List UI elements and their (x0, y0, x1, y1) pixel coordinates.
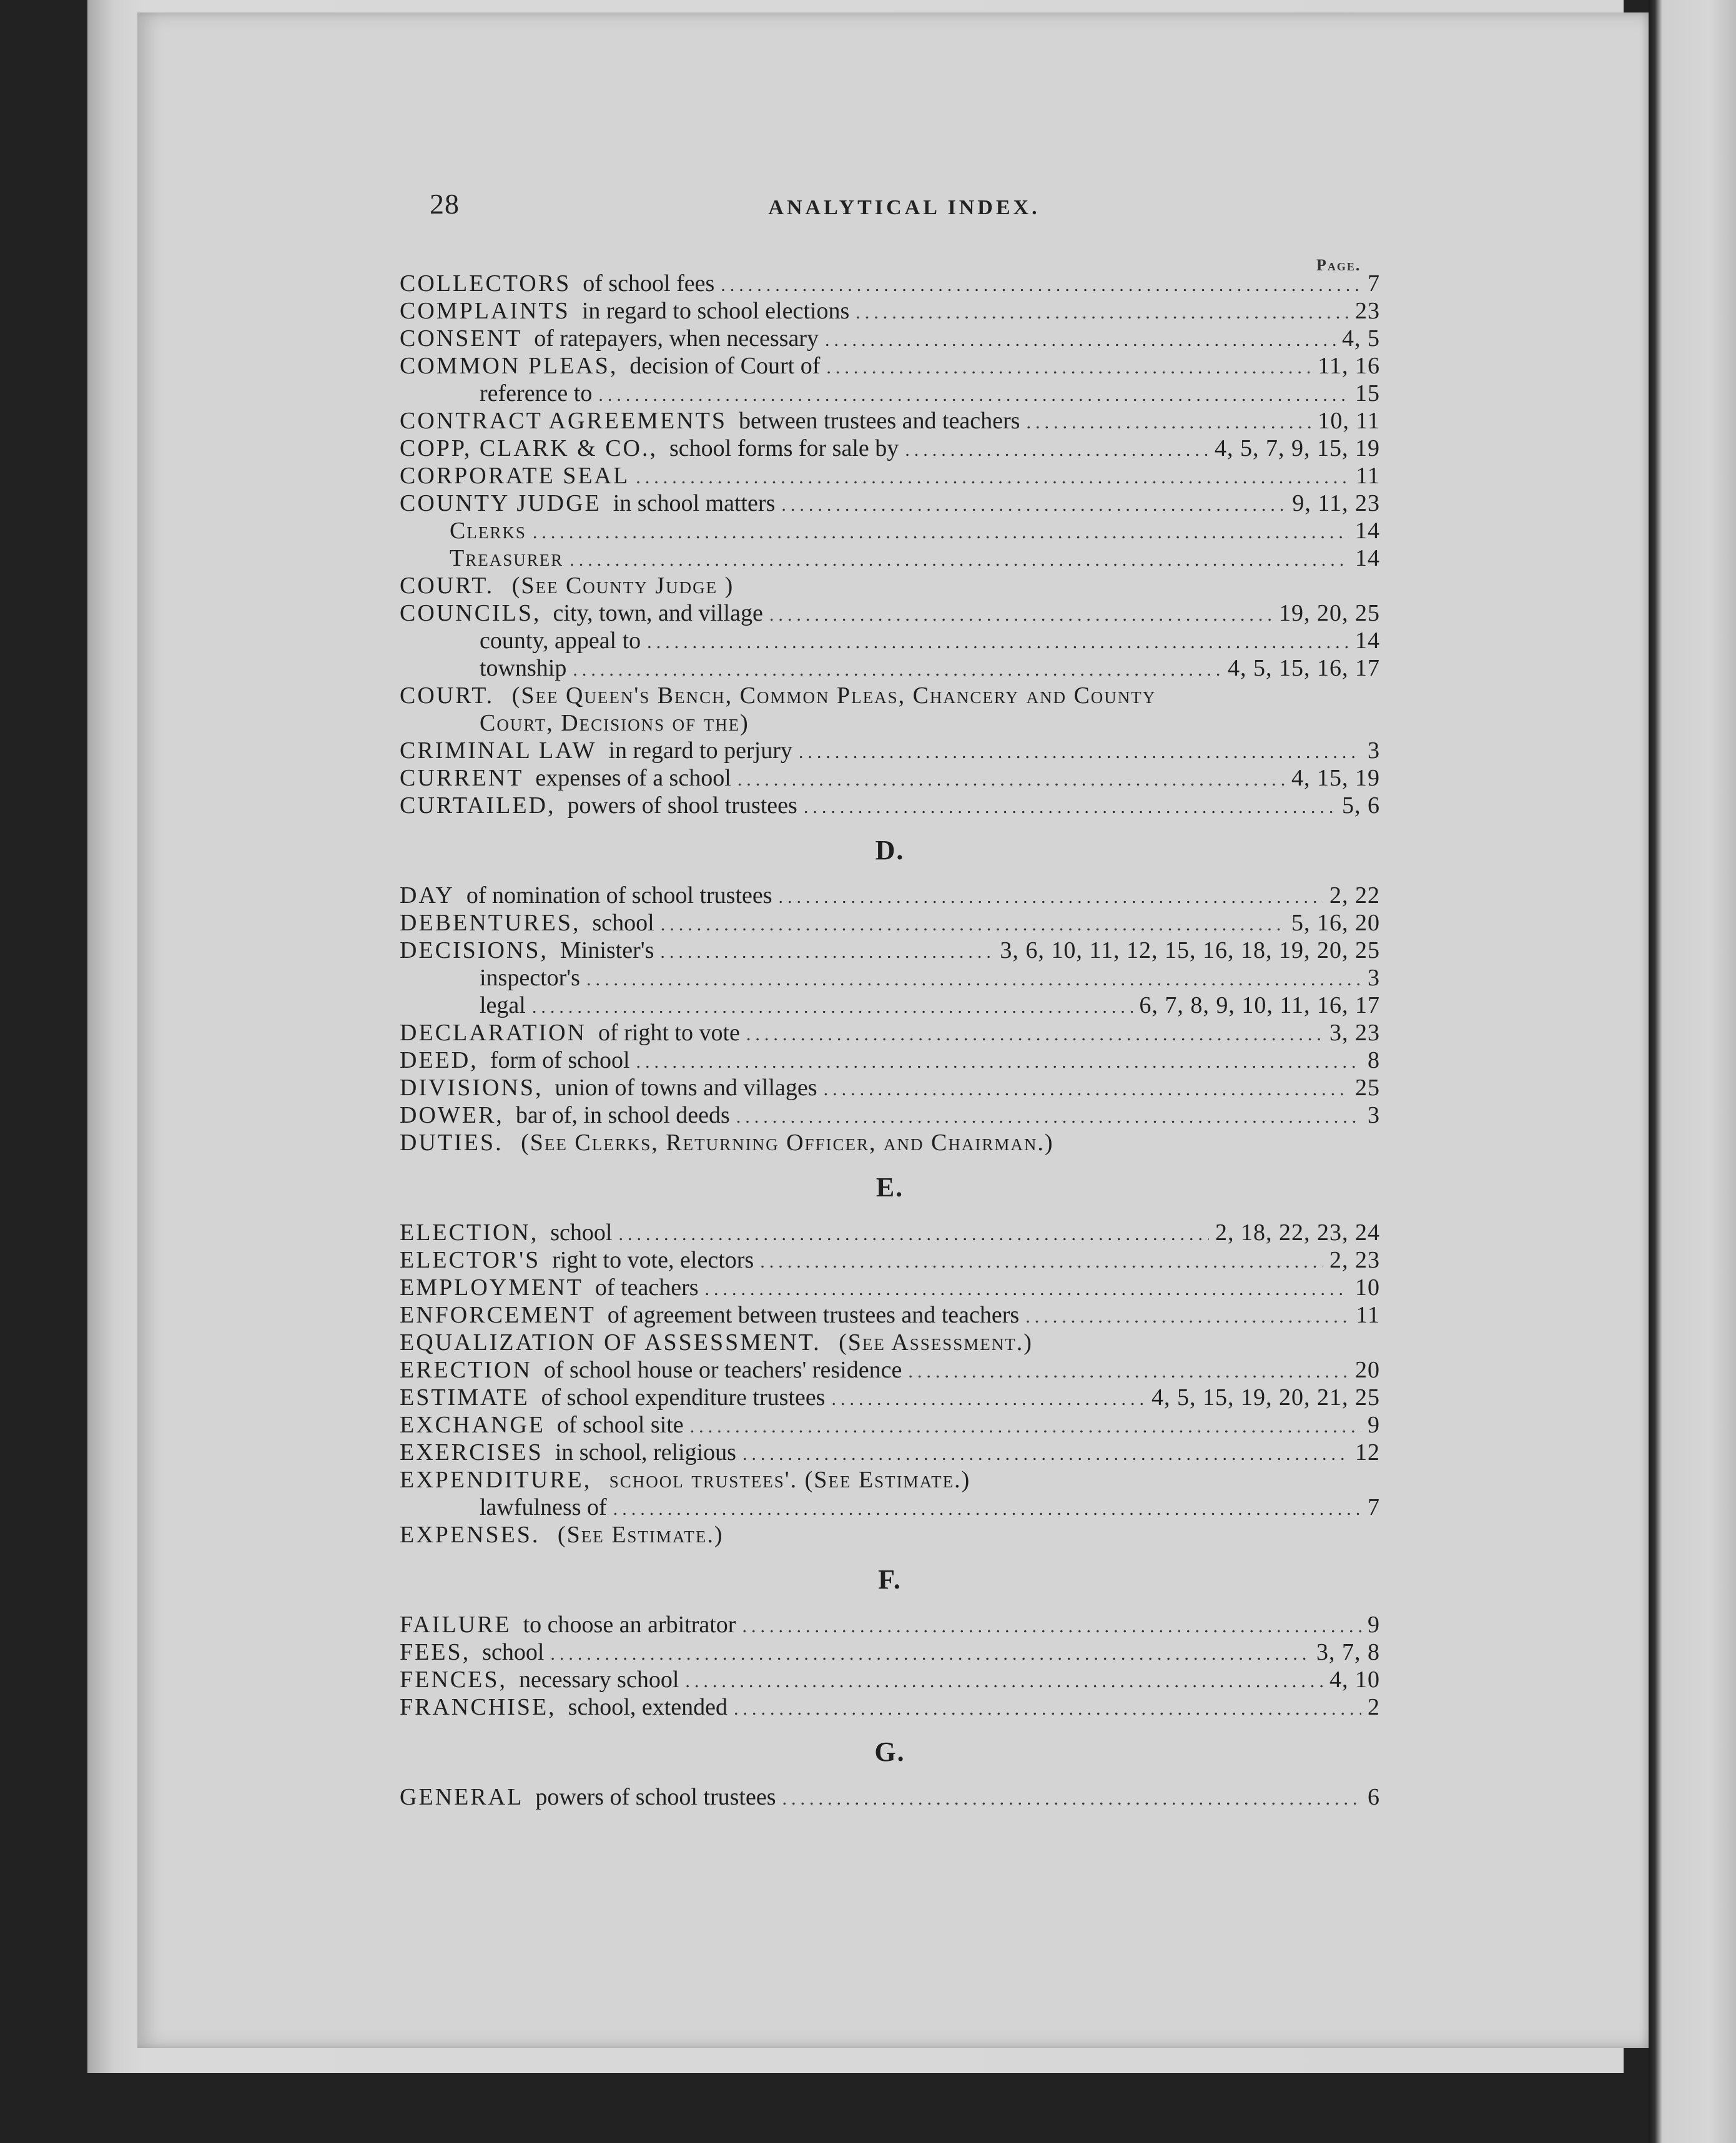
entry-text: decision of Court of (629, 353, 821, 379)
index-entry (400, 407, 1380, 435)
index-entry (400, 1384, 1380, 1411)
dot-leader (769, 601, 1273, 629)
entry-text: school (482, 1639, 545, 1665)
index-entry (400, 1301, 1380, 1329)
entry-heading: GENERAL (400, 1784, 524, 1810)
entry-pages: 2, 23 (1329, 1247, 1380, 1273)
entry-heading: DEED, (400, 1047, 478, 1073)
entry-pages: 8 (1368, 1047, 1380, 1073)
entry-text: city, town, and village (553, 600, 763, 626)
entry-text: of school house or teachers' residence (543, 1357, 902, 1383)
index-entry (400, 1101, 1380, 1129)
dot-leader (782, 1785, 1361, 1813)
facing-page-edge (1649, 0, 1736, 2143)
entry-text: between trustees and teachers (738, 408, 1020, 434)
entry-pages: 5, 16, 20 (1291, 910, 1380, 936)
dot-leader (779, 884, 1323, 911)
entry-pages: 3 (1368, 737, 1380, 764)
index-entry (400, 1666, 1380, 1693)
index-entry (400, 270, 1380, 297)
entry-text: of school expenditure trustees (541, 1384, 826, 1411)
entry-heading: ELECTOR'S (400, 1247, 541, 1273)
entry-pages: 15 (1355, 380, 1380, 406)
entry-heading: CURRENT (400, 765, 524, 791)
running-title: ANALYTICAL INDEX. (768, 196, 1040, 219)
index-entry (400, 380, 1380, 407)
entry-heading: CORPORATE SEAL (400, 463, 630, 489)
index-entry (400, 1439, 1380, 1466)
entry-text: right to vote, electors (552, 1247, 754, 1273)
index-entry (400, 764, 1380, 792)
entry-heading: DEBENTURES, (400, 910, 581, 936)
entry-heading: DOWER, (400, 1102, 504, 1128)
entry-text: of nomination of school trustees (466, 882, 772, 909)
index-entry (400, 1411, 1380, 1439)
dot-leader (1025, 1303, 1349, 1331)
dot-leader (825, 327, 1336, 354)
entry-note-continued: Court, Decisions of the) (480, 710, 749, 736)
entry-pages: 11 (1356, 463, 1380, 489)
dot-leader (613, 1495, 1361, 1523)
index-entry (400, 654, 1380, 682)
entry-text: school (592, 910, 654, 936)
entry-subheading: Clerks (450, 518, 526, 544)
index-entry (400, 1274, 1380, 1301)
dot-leader (856, 299, 1349, 327)
dot-leader (908, 1358, 1349, 1386)
entry-text: union of towns and villages (555, 1075, 817, 1101)
index-group-c (400, 270, 1380, 819)
entry-cross-reference: (See County Judge ) (511, 573, 734, 599)
index-entry (400, 572, 1380, 599)
entry-pages: 14 (1355, 518, 1380, 544)
index-entry (400, 544, 1380, 572)
index-entry (400, 1693, 1380, 1721)
entry-pages: 6, 7, 8, 9, 10, 11, 16, 17 (1139, 992, 1380, 1018)
section-heading-e: E. (875, 1172, 904, 1203)
entry-text: in school, religious (555, 1439, 736, 1466)
index-entry (400, 627, 1380, 654)
index-entry (400, 1219, 1380, 1246)
entry-heading: EXPENDITURE, (400, 1467, 592, 1493)
entry-heading: EXERCISES (400, 1439, 543, 1466)
dot-leader (742, 1613, 1361, 1640)
dot-leader (598, 382, 1349, 409)
entry-subtext: inspector's (480, 965, 580, 991)
entry-heading: COMMON PLEAS, (400, 353, 618, 379)
section-heading-g: G. (874, 1737, 905, 1767)
dot-leader (734, 1695, 1361, 1723)
entry-cross-reference: (See Queen's Bench, Common Pleas, Chancery and County (511, 682, 1157, 709)
entry-text: bar of, in school deeds (515, 1102, 730, 1128)
entry-heading: FRANCHISE, (400, 1694, 556, 1720)
dot-leader (742, 1441, 1349, 1468)
dot-leader (661, 911, 1285, 938)
dot-leader (760, 1248, 1323, 1276)
index-entry (400, 682, 1380, 709)
index-entry (400, 882, 1380, 909)
entry-pages: 10, 11 (1318, 408, 1380, 434)
entry-pages: 3 (1368, 965, 1380, 991)
index-entry (400, 1611, 1380, 1638)
index-entry (400, 490, 1380, 517)
entry-pages: 6 (1368, 1784, 1380, 1810)
index-entry (400, 1019, 1380, 1047)
dot-leader (705, 1276, 1349, 1303)
entry-text: to choose an arbitrator (523, 1612, 736, 1638)
entry-subtext: reference to (480, 380, 593, 406)
dot-leader (804, 794, 1336, 821)
dot-leader (690, 1413, 1361, 1441)
index-entry (400, 517, 1380, 544)
entry-text: school, extended (568, 1694, 728, 1720)
entry-cross-reference: (See Assessment.) (839, 1329, 1033, 1356)
entry-text: form of school (490, 1047, 630, 1073)
entry-heading: ENFORCEMENT (400, 1302, 596, 1328)
entry-heading: CRIMINAL LAW (400, 737, 597, 764)
dot-leader (660, 938, 994, 966)
entry-pages: 4, 5, 15, 19, 20, 21, 25 (1152, 1384, 1380, 1411)
entry-pages: 2, 18, 22, 23, 24 (1215, 1219, 1380, 1246)
entry-heading: CURTAILED, (400, 792, 556, 819)
entry-text: Minister's (560, 937, 654, 963)
index-entry (400, 352, 1380, 380)
index-entry (400, 1329, 1380, 1356)
entry-heading: FAILURE (400, 1612, 511, 1638)
index-group-g (400, 1783, 1380, 1811)
entry-pages: 4, 5, 15, 16, 17 (1228, 655, 1380, 681)
index-entry (400, 1494, 1380, 1521)
page-column-label: Page. (1316, 256, 1361, 274)
entry-text: of right to vote (598, 1020, 740, 1046)
entry-heading: ERECTION (400, 1357, 532, 1383)
entry-heading: COUNTY JUDGE (400, 490, 601, 516)
entry-text: of agreement between trustees and teachers (607, 1302, 1020, 1328)
entry-pages: 3, 7, 8 (1316, 1639, 1380, 1665)
entry-pages: 3, 23 (1329, 1020, 1380, 1046)
entry-text: of ratepayers, when necessary (534, 325, 819, 352)
index-entry (400, 1638, 1380, 1666)
entry-subtext: township (480, 655, 567, 681)
entry-pages: 4, 10 (1329, 1667, 1380, 1693)
dot-leader (618, 1221, 1209, 1248)
entry-text: in school matters (613, 490, 776, 516)
index-entry (400, 462, 1380, 490)
index-entry (400, 964, 1380, 992)
entry-pages: 4, 15, 19 (1291, 765, 1380, 791)
index-entry (400, 297, 1380, 325)
entry-heading: FEES, (400, 1639, 471, 1665)
entry-heading: DAY (400, 882, 455, 909)
entry-subtext: lawfulness of (480, 1494, 607, 1520)
entry-heading: CONSENT (400, 325, 523, 352)
index-entry (400, 1466, 1380, 1494)
index-entry (400, 325, 1380, 352)
entry-text: expenses of a school (535, 765, 731, 791)
entry-pages: 9 (1368, 1412, 1380, 1438)
dot-leader (905, 436, 1208, 464)
entry-pages: 4, 5, 7, 9, 15, 19 (1215, 435, 1380, 461)
index-entry (400, 1074, 1380, 1101)
entry-pages: 12 (1355, 1439, 1380, 1466)
entry-pages: 20 (1355, 1357, 1380, 1383)
dot-leader (647, 629, 1349, 656)
entry-pages: 19, 20, 25 (1279, 600, 1380, 626)
entry-pages: 9 (1368, 1612, 1380, 1638)
entry-heading: CONTRACT AGREEMENTS (400, 408, 727, 434)
dot-leader (586, 966, 1361, 993)
dot-leader (736, 1103, 1361, 1131)
entry-text: in regard to perjury (608, 737, 792, 764)
page-header (430, 187, 1379, 237)
entry-cross-reference: (See Clerks, Returning Officer, and Chairman.) (521, 1130, 1054, 1156)
entry-heading: COLLECTORS (400, 270, 571, 297)
entry-text: of school fees (583, 270, 715, 297)
index-entry (400, 1129, 1380, 1156)
dot-leader (550, 1640, 1310, 1668)
dot-leader (781, 491, 1286, 519)
section-heading-d: D. (875, 835, 905, 865)
section-heading-f: F. (878, 1564, 902, 1595)
entry-text: necessary school (518, 1667, 679, 1693)
entry-heading: COPP, CLARK & CO., (400, 435, 658, 461)
entry-subtext: county, appeal to (480, 628, 641, 654)
entry-cross-reference: (See Estimate.) (557, 1522, 724, 1548)
index-entry (400, 792, 1380, 819)
index-entry (400, 937, 1380, 964)
index-entry (400, 435, 1380, 462)
entry-text: of school site (556, 1412, 684, 1438)
entry-pages: 3 (1368, 1102, 1380, 1128)
entry-heading: DUTIES. (400, 1130, 503, 1156)
entry-pages: 9, 11, 23 (1292, 490, 1380, 516)
index-entry (400, 737, 1380, 764)
entry-heading: ELECTION, (400, 1219, 539, 1246)
index-entry (400, 1783, 1380, 1811)
index-entry (400, 992, 1380, 1019)
entry-pages: 14 (1355, 545, 1380, 571)
index-entry (400, 1521, 1380, 1549)
entry-heading: EMPLOYMENT (400, 1274, 583, 1301)
entry-pages: 14 (1355, 628, 1380, 654)
entry-pages: 5, 6 (1342, 792, 1380, 819)
index-entry (400, 909, 1380, 937)
entry-pages: 3, 6, 10, 11, 12, 15, 16, 18, 19, 20, 25 (1000, 937, 1380, 963)
index-entry (400, 1356, 1380, 1384)
entry-subheading: Treasurer (450, 545, 564, 571)
dot-leader (737, 766, 1285, 794)
dot-leader (570, 546, 1349, 574)
index-entry (400, 1047, 1380, 1074)
dot-leader (826, 354, 1311, 382)
analytical-index (400, 270, 1380, 1811)
index-group-f (400, 1611, 1380, 1721)
entry-heading: EXPENSES. (400, 1522, 540, 1548)
dot-leader (746, 1021, 1323, 1048)
entry-pages: 2 (1368, 1694, 1380, 1720)
entry-text: school (550, 1219, 613, 1246)
entry-pages: 2, 22 (1329, 882, 1380, 909)
dot-leader (636, 464, 1349, 491)
entry-pages: 23 (1355, 298, 1380, 324)
entry-heading: EXCHANGE (400, 1412, 545, 1438)
dot-leader (533, 519, 1349, 546)
dot-leader (532, 993, 1133, 1021)
entry-pages: 10 (1355, 1274, 1380, 1301)
entry-heading: COMPLAINTS (400, 298, 570, 324)
index-entry (400, 599, 1380, 627)
dot-leader (573, 656, 1221, 684)
dot-leader (1026, 409, 1311, 436)
entry-subtext: legal (480, 992, 526, 1018)
entry-pages: 11 (1356, 1302, 1380, 1328)
entry-text: school forms for sale by (669, 435, 899, 461)
dot-leader (721, 272, 1361, 299)
entry-cross-reference: school trustees'. (See Estimate.) (609, 1467, 971, 1493)
entry-heading: ESTIMATE (400, 1384, 530, 1411)
dot-leader (636, 1048, 1361, 1076)
index-entry (400, 1246, 1380, 1274)
entry-text: in regard to school elections (581, 298, 850, 324)
dot-leader (799, 739, 1361, 766)
entry-heading: DECISIONS, (400, 937, 548, 963)
entry-heading: FENCES, (400, 1667, 507, 1693)
entry-pages: 7 (1368, 1494, 1380, 1520)
dot-leader (685, 1668, 1323, 1695)
index-entry (400, 709, 1380, 737)
entry-pages: 7 (1368, 270, 1380, 297)
entry-text: powers of shool trustees (567, 792, 797, 819)
entry-heading: COUNCILS, (400, 600, 541, 626)
dot-leader (824, 1076, 1349, 1103)
entry-heading: EQUALIZATION OF ASSESSMENT. (400, 1329, 821, 1356)
entry-heading: COURT. (400, 573, 495, 599)
index-group-d (400, 882, 1380, 1156)
entry-heading: DIVISIONS, (400, 1075, 543, 1101)
page-number: 28 (430, 188, 460, 220)
entry-pages: 4, 5 (1342, 325, 1380, 352)
entry-text: powers of school trustees (535, 1784, 776, 1810)
entry-heading: COURT. (400, 682, 495, 709)
dot-leader (831, 1386, 1145, 1413)
entry-text: of teachers (594, 1274, 699, 1301)
index-group-e (400, 1219, 1380, 1549)
entry-pages: 11, 16 (1318, 353, 1380, 379)
entry-heading: DECLARATION (400, 1020, 586, 1046)
entry-pages: 25 (1355, 1075, 1380, 1101)
